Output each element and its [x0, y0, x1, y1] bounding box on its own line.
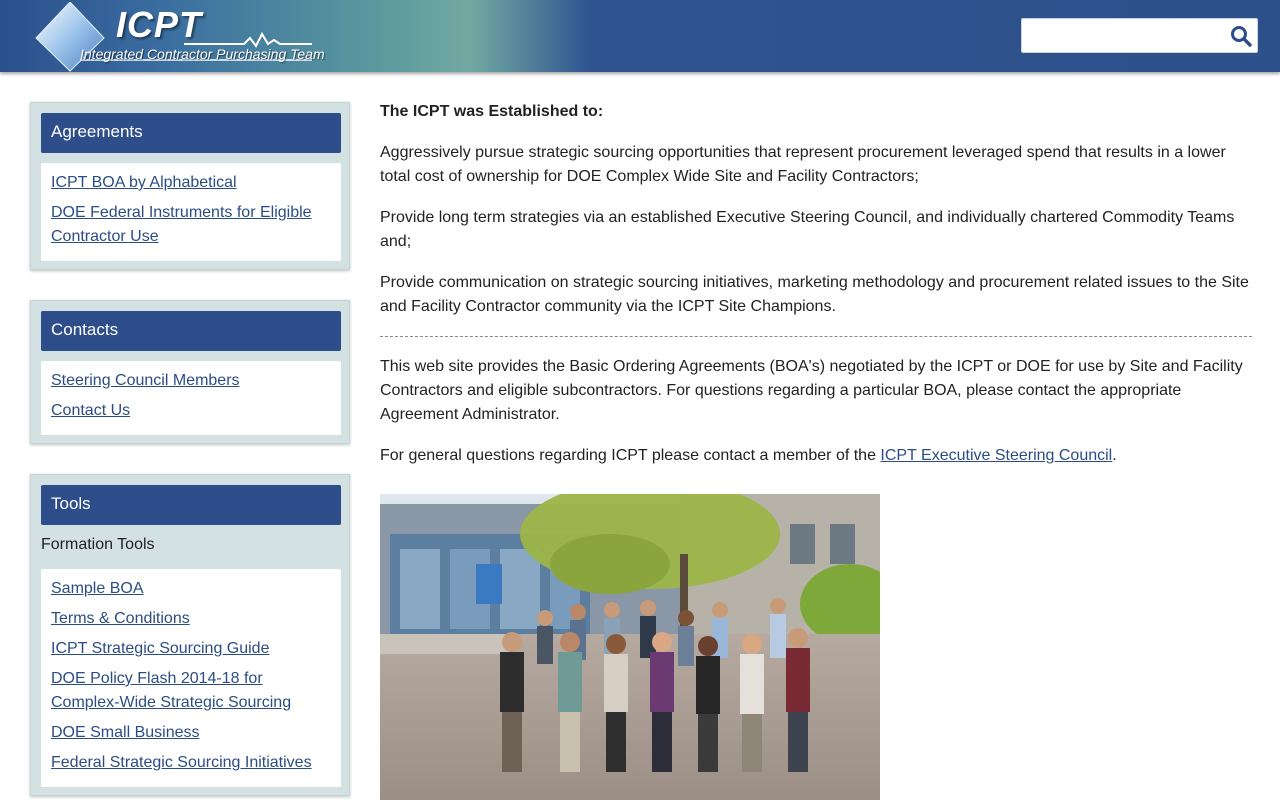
formation-tools-label: Formation Tools [41, 536, 155, 553]
contact-prefix: For general questions regarding ICPT please contact a member of the [380, 447, 881, 464]
link-sample-boa[interactable]: Sample BOA [51, 580, 144, 597]
contact-suffix: . [1112, 447, 1117, 464]
agreements-links [41, 163, 341, 261]
search-icon [1229, 24, 1253, 48]
link-steering-council-members[interactable]: Steering Council Members [51, 372, 240, 389]
team-photo-image [380, 494, 880, 800]
contacts-heading: Contacts [41, 311, 341, 351]
paragraph-sourcing: Aggressively pursue strategic sourcing opportunities that represent procurement leveraged spend that results in a lower total cost of ownership for DOE Complex Wide Site and Facility Contractors; [380, 144, 1226, 185]
tools-panel [30, 474, 350, 796]
link-executive-steering-council[interactable]: ICPT Executive Steering Council [880, 447, 1113, 464]
main-content [380, 100, 1252, 485]
link-doe-federal-instruments[interactable]: DOE Federal Instruments for Eligible Contractor Use [51, 204, 312, 245]
link-icpt-boa-alphabetical[interactable]: ICPT BOA by Alphabetical [51, 174, 237, 191]
site-header [0, 0, 1280, 72]
search-button[interactable] [1229, 24, 1253, 48]
paragraph-communication: Provide communication on strategic sourcing initiatives, marketing methodology and procurement related issues to the Site and Facility Contractor community via the ICPT Site Champions. [380, 274, 1249, 315]
tools-heading: Tools [41, 485, 341, 525]
contacts-links [41, 361, 341, 435]
link-doe-small-business[interactable]: DOE Small Business [51, 724, 200, 741]
content-divider [380, 336, 1252, 337]
team-photo [380, 494, 880, 800]
agreements-heading: Agreements [41, 113, 341, 153]
contacts-panel [30, 300, 350, 444]
link-terms-conditions[interactable]: Terms & Conditions [51, 610, 190, 627]
agreements-panel [30, 102, 350, 270]
logo-subtitle: Integrated Contractor Purchasing Team [80, 46, 325, 62]
paragraph-boa: This web site provides the Basic Ordering Agreements (BOA's) negotiated by the ICPT or DOE for use by Site and Facility Contractors and eligible subcontractors. For questions regarding a particular BOA, please contact the appropriate Agreement Administrator. [380, 358, 1243, 423]
link-contact-us[interactable]: Contact Us [51, 402, 131, 419]
icpt-logo[interactable] [34, 2, 324, 72]
tools-links [41, 569, 341, 787]
link-doe-policy-flash[interactable]: DOE Policy Flash 2014-18 for Complex-Wide Strategic Sourcing [51, 670, 292, 711]
search-input[interactable] [1028, 23, 1224, 49]
paragraph-strategies: Provide long term strategies via an established Executive Steering Council, and individually chartered Commodity Teams and; [380, 209, 1235, 250]
link-strategic-sourcing-guide[interactable]: ICPT Strategic Sourcing Guide [51, 640, 270, 657]
link-federal-strategic-sourcing[interactable]: Federal Strategic Sourcing Initiatives [51, 754, 312, 771]
paragraph-contact [380, 444, 1252, 468]
page-heading: The ICPT was Established to: [380, 103, 604, 120]
search-box [1021, 18, 1258, 53]
logo-title: ICPT [116, 4, 203, 45]
